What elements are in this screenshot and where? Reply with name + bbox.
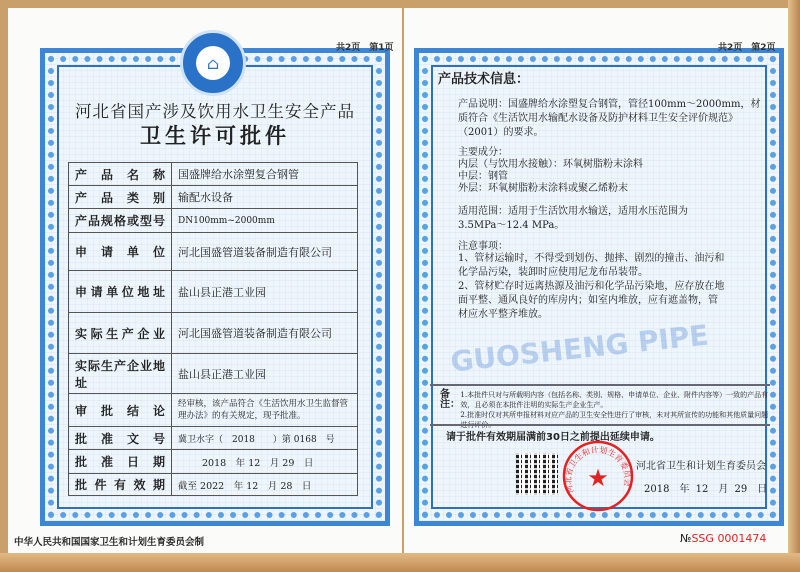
table-row [69, 450, 358, 474]
svg-text:★: ★ [587, 464, 609, 492]
watermark-text: GUOSHENG PIPE [448, 318, 711, 379]
note-item: 1、管材运输时，不得受到划伤、抛摔、剧烈的撞击、油污和化学品污染，装卸时应使用尼龙布吊装带。 [458, 253, 725, 278]
product-description: 产品说明：国盛牌给水涂塑复合钢管，管径100mm～2000mm，材质符合《生活饮用水输配水设备及防护材料卫生安全评价规范》（2001）的要求。 [458, 99, 761, 138]
table-row [69, 474, 358, 496]
component-item: 外层：环氧树脂粉末涂料或聚乙烯粉末 [458, 183, 628, 194]
row-label: 批件有效期 [69, 474, 172, 496]
row-value: 河北国盛管道装备制造有限公司 [172, 313, 358, 354]
row-value: DN100mm~2000mm [172, 209, 358, 233]
row-label: 批准文号 [69, 427, 172, 450]
row-label: 产品名称 [69, 163, 172, 186]
official-stamp-icon [562, 440, 634, 512]
table-row [69, 209, 358, 233]
table-row [69, 354, 358, 394]
health-inspection-emblem-icon: ⌂ [180, 30, 246, 96]
qr-code-icon[interactable] [516, 453, 558, 495]
row-value: 输配水设备 [172, 186, 358, 209]
note-item: 2、管材贮存时远离热源及油污和化学品污染地，应存放在地面平整、通风良好的库房内；如室内堆放，应有遮盖物，管材应水平整齐堆放。 [458, 281, 725, 320]
table-row [69, 233, 358, 271]
divider [430, 384, 770, 386]
row-value: 2018 年 12 月 29 日 [172, 450, 358, 474]
component-item: 中层：钢管 [458, 171, 508, 182]
components-title: 主要成分： [458, 147, 508, 158]
remark-item: 2.批准时仅对其所申报材料对应产品的卫生安全性进行了审核，未对其所宣传的功能和其他质量问题 [460, 411, 769, 419]
permit-table [68, 162, 358, 496]
table-row [69, 271, 358, 313]
table-row [69, 163, 358, 186]
row-value: 河北国盛管道装备制造有限公司 [172, 233, 358, 271]
row-label: 申请单位 [69, 233, 172, 271]
row-value: 盐山县正港工业园 [172, 354, 358, 394]
table-row [69, 427, 358, 450]
divider [430, 424, 770, 426]
page-indicator: 共2页 第2页 [718, 43, 776, 53]
row-value: 经审核，该产品符合《生活饮用水卫生监督管理办法》的有关规定，现予批准。 [172, 394, 358, 427]
row-value: 截至 2022 年 12 月 28 日 [172, 474, 358, 496]
remark-item: 1.本批件只对与所载明内容（包括名称、类别、规格、申请单位、企业、附件内容等）一致的产品有效，且必须在本批件注明的实际生产企业生产。 [460, 391, 769, 409]
row-value: 冀卫水字（ 2018 ）第 0168 号 [172, 427, 358, 450]
frame-edge [0, 553, 800, 572]
row-label: 实际生产企业地址 [69, 354, 172, 394]
row-value: 盐山县正港工业园 [172, 271, 358, 313]
issuing-authority: 河北省卫生和计划生育委员会 [636, 461, 766, 472]
serial-number [680, 532, 766, 545]
issuer-footer: 中华人民共和国国家卫生和计划生育委员会制 [14, 537, 205, 548]
renewal-notice: 请于批件有效期届满前30日之前提出延续申请。 [446, 432, 660, 443]
row-label: 产品规格或型号 [69, 209, 172, 233]
row-label: 审批结论 [69, 394, 172, 427]
page-title: 卫生许可批件 [140, 123, 290, 148]
table-row [69, 313, 358, 354]
row-value: 国盛牌给水涂塑复合钢管 [172, 163, 358, 186]
component-item: 内层（与饮用水接触）：环氧树脂粉末涂料 [458, 159, 643, 170]
table-row [69, 186, 358, 209]
serial-value: SSG 0001474 [691, 532, 767, 545]
frame-edge [788, 0, 800, 572]
row-label: 产品类别 [69, 186, 172, 209]
table-row [69, 394, 358, 427]
application-scope: 适用范围：适用于生活饮用水输送，适用水压范围为3.5MPa～12.4 MPa。 [458, 206, 688, 231]
remarks-label: 备注： [440, 389, 460, 410]
section-heading: 产品技术信息： [438, 72, 530, 87]
stamp-text: 河北省卫生和计划生育委员会 [563, 445, 633, 495]
page-indicator: 共2页 第1页 [336, 43, 394, 53]
row-label: 实际生产企业 [69, 313, 172, 354]
issue-date: 2018 年 12 月 29 日 [644, 484, 768, 495]
row-label: 申请单位地址 [69, 271, 172, 313]
title-line1: 河北省国产涉及饮用水卫生安全产品 [75, 102, 355, 121]
row-label: 批准日期 [69, 450, 172, 474]
notes-title: 注意事项： [458, 241, 508, 252]
serial-prefix: № [680, 532, 692, 545]
